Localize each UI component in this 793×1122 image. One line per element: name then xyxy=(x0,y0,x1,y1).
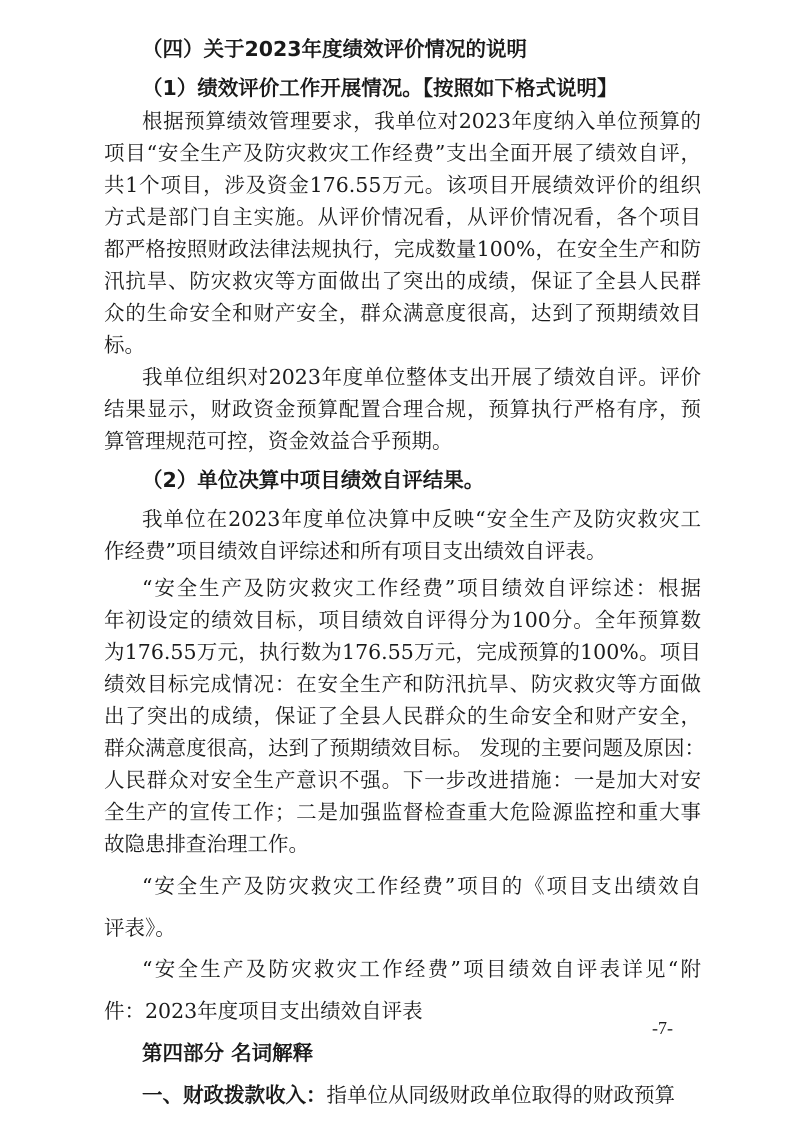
paragraph-line: 作经费”项目绩效自评综述和所有项目支出绩效自评表。 xyxy=(104,539,607,563)
paragraph-line: 我单位组织对2023年度单位整体支出开展了绩效自评。评价 xyxy=(142,365,701,389)
paragraph-line: 评表》。 xyxy=(104,916,176,940)
paragraph-line: “安全生产及防灾救灾工作经费”项目绩效自评表详见“附 xyxy=(142,957,701,981)
paragraph-line: 都严格按照财政法律法规执行，完成数量100%，在安全生产和防 xyxy=(104,237,701,261)
paragraph-line: 汛抗旱、防灾救灾等方面做出了突出的成绩，保证了全县人民群 xyxy=(104,269,701,293)
subsection-heading-2: （2）单位决算中项目绩效自评结果。 xyxy=(142,468,485,492)
paragraph-line: “安全生产及防灾救灾工作经费”项目绩效自评综述：根据 xyxy=(142,576,701,600)
subsection-heading-1: （1）绩效评价工作开展情况。【按照如下格式说明】 xyxy=(142,76,618,100)
paragraph-line: 全生产的宣传工作；二是加强监督检查重大危险源监控和重大事 xyxy=(104,800,701,824)
paragraph-line: 共1个项目，涉及资金176.55万元。该项目开展绩效评价的组织 xyxy=(104,173,701,197)
paragraph-line: “安全生产及防灾救灾工作经费”项目的《项目支出绩效自 xyxy=(142,874,701,898)
paragraph-line: 根据预算绩效管理要求，我单位对2023年度纳入单位预算的 xyxy=(142,109,701,133)
paragraph-line: 众的生命安全和财产安全，群众满意度很高，达到了预期绩效目 xyxy=(104,301,701,325)
term-definition: 指单位从同级财政单位取得的财政预算 xyxy=(326,1083,675,1107)
paragraph-line: 群众满意度很高，达到了预期绩效目标。 发现的主要问题及原因： xyxy=(104,736,706,760)
term-definition-line xyxy=(142,1081,701,1109)
paragraph-line: 结果显示，财政资金预算配置合理合规，预算执行严格有序，预 xyxy=(104,397,701,421)
paragraph-line: 人民群众对安全生产意识不强。下一步改进措施：一是加大对安 xyxy=(104,768,701,792)
paragraph-line: 项目“安全生产及防灾救灾工作经费”支出全面开展了绩效自评， xyxy=(104,141,701,165)
paragraph-line: 方式是部门自主实施。从评价情况看，从评价情况看，各个项目 xyxy=(104,205,701,229)
paragraph-line: 出了突出的成绩，保证了全县人民群众的生命安全和财产安全， xyxy=(104,704,701,728)
paragraph-line: 绩效目标完成情况：在安全生产和防汛抗旱、防灾救灾等方面做 xyxy=(104,672,701,696)
paragraph-line: 故隐患排查治理工作。 xyxy=(104,832,309,856)
paragraph-line: 为176.55万元，执行数为176.55万元，完成预算的100%。项目 xyxy=(104,640,701,664)
paragraph-line: 算管理规范可控，资金效益合乎预期。 xyxy=(104,429,453,453)
section-heading: （四）关于2023年度绩效评价情况的说明 xyxy=(142,37,528,61)
term-label: 一、财政拨款收入： xyxy=(142,1083,327,1107)
part-heading: 第四部分 名词解释 xyxy=(142,1041,314,1065)
paragraph-line: 我单位在2023年度单位决算中反映“安全生产及防灾救灾工 xyxy=(142,507,701,531)
paragraph-line: 件：2023年度项目支出绩效自评表 xyxy=(104,999,423,1023)
paragraph-line: 年初设定的绩效目标，项目绩效自评得分为100分。全年预算数 xyxy=(104,608,701,632)
paragraph-line: 标。 xyxy=(104,333,145,357)
page-number: -7- xyxy=(652,1018,673,1038)
